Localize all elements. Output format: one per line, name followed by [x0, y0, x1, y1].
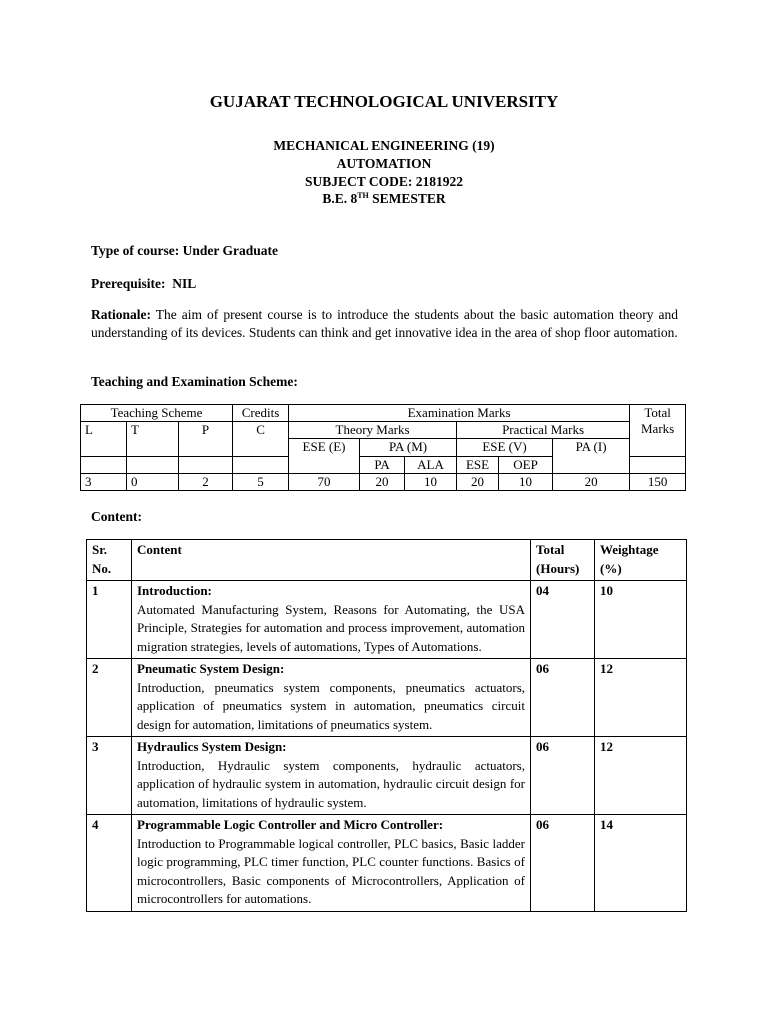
rationale	[91, 306, 678, 342]
subject-heading: AUTOMATION	[336, 156, 432, 171]
pa-i-header: PA (I)	[553, 439, 630, 474]
row-weight: 12	[595, 737, 687, 815]
row-title: Hydraulics System Design:	[137, 739, 287, 754]
value-t: 0	[127, 474, 179, 491]
row-weight: 14	[595, 815, 687, 912]
c-blank	[233, 456, 289, 474]
ese-header: ESE	[457, 456, 499, 474]
value-l: 3	[81, 474, 127, 491]
oep-header: OEP	[499, 456, 553, 474]
row-title: Introduction:	[137, 583, 212, 598]
rationale-label: Rationale:	[91, 307, 151, 322]
total-marks-header: Total Marks	[630, 405, 686, 457]
value-pa: 20	[360, 474, 405, 491]
prerequisite-label: Prerequisite:	[91, 276, 166, 291]
row-sr: 4	[87, 815, 132, 912]
theory-marks-header: Theory Marks	[289, 422, 457, 439]
ese-v-header: ESE (V)	[457, 439, 553, 457]
branch-heading: MECHANICAL ENGINEERING (19)	[273, 138, 495, 153]
row-hours: 06	[531, 737, 595, 815]
p-blank	[179, 456, 233, 474]
c-header: C	[233, 422, 289, 457]
value-ese-e: 70	[289, 474, 360, 491]
exam-marks-header: Examination Marks	[289, 405, 630, 422]
practical-marks-header: Practical Marks	[457, 422, 630, 439]
table-row	[87, 815, 687, 912]
row-content	[132, 737, 531, 815]
content-header: Content	[132, 540, 531, 581]
teaching-scheme-header: Teaching Scheme	[81, 405, 233, 422]
course-type-value: Under Graduate	[182, 243, 278, 258]
subject-code: SUBJECT CODE: 2181922	[304, 174, 464, 189]
semester-suffix: SEMESTER	[368, 191, 446, 206]
table-row	[87, 737, 687, 815]
t-header: T	[127, 422, 179, 457]
row-content	[132, 815, 531, 912]
hours-header: Total (Hours)	[531, 540, 595, 581]
prerequisite	[91, 275, 678, 293]
value-total: 150	[630, 474, 686, 491]
row-content	[132, 659, 531, 737]
row-title: Programmable Logic Controller and Micro Controller:	[137, 817, 444, 832]
prerequisite-value: NIL	[172, 276, 197, 291]
l-header: L	[81, 422, 127, 457]
value-c: 5	[233, 474, 289, 491]
course-type	[91, 242, 678, 260]
content-header-row	[87, 540, 687, 581]
value-p: 2	[179, 474, 233, 491]
row-weight: 10	[595, 581, 687, 659]
row-weight: 12	[595, 659, 687, 737]
semester-sup: TH	[357, 191, 369, 200]
content-table	[86, 539, 687, 912]
table-row	[87, 659, 687, 737]
rationale-text: The aim of present course is to introduce the students about the basic automation theory and understanding of its devices. Students can think and get innovative idea in the area of shop floor automation.	[91, 307, 678, 340]
teaching-exam-scheme-table	[80, 404, 686, 491]
row-hours: 06	[531, 659, 595, 737]
value-ese: 20	[457, 474, 499, 491]
row-desc: Introduction, pneumatics system components, pneumatics actuators, application of pneumatics system in automation, pneumatics circuit design for automation, limitations of pneumatics system.	[137, 679, 525, 732]
ese-e-header: ESE (E)	[289, 439, 360, 474]
row-desc: Automated Manufacturing System, Reasons for Automating, the USA Principle, Strategies for automation and process improvement, automation migration strategies, levels of automations, Types of Automations.	[137, 601, 525, 654]
content-heading: Content:	[91, 509, 142, 524]
pa-header: PA	[360, 456, 405, 474]
sr-no-header: Sr. No.	[87, 540, 132, 581]
pa-m-header: PA (M)	[360, 439, 457, 457]
value-ala: 10	[405, 474, 457, 491]
total-blank	[630, 456, 686, 474]
row-sr: 3	[87, 737, 132, 815]
row-title: Pneumatic System Design:	[137, 661, 285, 676]
scheme-heading: Teaching and Examination Scheme:	[91, 374, 298, 389]
semester-prefix: B.E. 8	[322, 191, 358, 206]
value-pa-i: 20	[553, 474, 630, 491]
row-desc: Introduction, Hydraulic system components, hydraulic actuators, application of hydraulic system in automation, hydraulic circuit design for automation, limitations of hydraulic system.	[137, 757, 525, 810]
row-content	[132, 581, 531, 659]
value-oep: 10	[499, 474, 553, 491]
credits-header: Credits	[233, 405, 289, 422]
ala-header: ALA	[405, 456, 457, 474]
t-blank	[127, 456, 179, 474]
row-desc: Introduction to Programmable logical controller, PLC basics, Basic ladder logic programming, PLC timer function, PLC counter functions. Basics of microcontrollers, Basic components of Microcontrollers, Application of microcontrollers for automations.	[137, 835, 525, 906]
course-type-label: Type of course:	[91, 243, 180, 258]
table-row	[87, 581, 687, 659]
p-header: P	[179, 422, 233, 457]
weightage-header: Weightage (%)	[595, 540, 687, 581]
university-title: GUJARAT TECHNOLOGICAL UNIVERSITY	[209, 92, 559, 111]
row-hours: 04	[531, 581, 595, 659]
row-sr: 2	[87, 659, 132, 737]
semester-heading	[0, 190, 768, 208]
l-blank	[81, 456, 127, 474]
row-hours: 06	[531, 815, 595, 912]
row-sr: 1	[87, 581, 132, 659]
